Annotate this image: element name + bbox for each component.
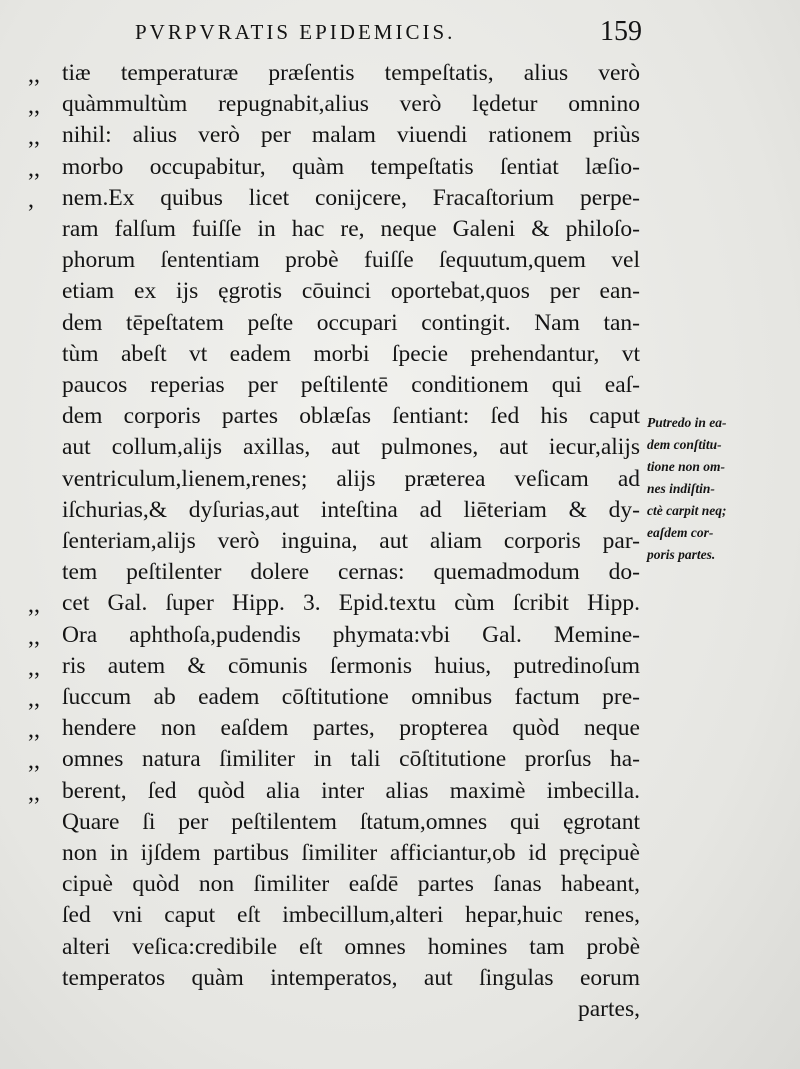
quotation-mark: ,,: [28, 748, 40, 775]
marginal-note-line: nes indiſtin-: [647, 481, 715, 496]
line-text: aut collum,alijs axillas, aut pulmones, aut iecur,alijs: [62, 434, 640, 461]
marginal-note: [647, 412, 767, 566]
line-text: phorum ſententiam probè fuiſſe ſequutum,quem vel: [62, 247, 640, 274]
text-line: [0, 372, 800, 403]
text-line: [0, 154, 800, 185]
quotation-mark: ,,: [28, 62, 40, 88]
line-text: dem tēpeſtatem peſte occupari contingit. Nam tan-: [62, 309, 640, 336]
marginal-note-line: poris partes.: [647, 547, 716, 562]
line-text: Quare ſi per peſtilentem ſtatum,omnes qui ęgrotant: [62, 808, 640, 835]
line-text: non in ijſdem partibus ſimiliter afficiantur,ob id pręcipuè: [62, 840, 640, 866]
line-text: quàmmultùm repugnabit,alius verò lędetur omnino: [62, 91, 640, 118]
line-text: ſenteriam,alijs verò inguina, aut aliam corporis par-: [62, 528, 640, 554]
quotation-mark: ,,: [28, 592, 40, 619]
line-text: dem corporis partes oblæſas ſentiant: ſed his caput: [62, 403, 640, 430]
line-text: ram falſum fuiſſe in hac re, neque Galeni & philoſo-: [62, 216, 640, 242]
text-line: [0, 60, 800, 91]
quotation-mark: ,,: [28, 124, 40, 151]
line-text: ſuccum ab eadem cōſtitutione omnibus factum pre-: [62, 684, 640, 710]
line-text: hendere non eaſdem partes, propterea quòd neque: [62, 715, 640, 742]
line-text: omnes natura ſimiliter in tali cōſtitutione prorſus ha-: [62, 746, 640, 773]
quotation-mark: ,,: [28, 623, 40, 650]
text-line: [0, 310, 800, 341]
line-text: ſed vni caput eſt imbecillum,alteri hepar,huic renes,: [62, 902, 640, 929]
quotation-mark: ,,: [28, 717, 40, 744]
text-line: [0, 653, 800, 684]
text-line: [0, 590, 800, 621]
line-text: tem peſtilenter dolere cernas: quemadmodum do-: [62, 559, 640, 586]
page-number: 159: [600, 16, 642, 47]
text-line: [0, 871, 800, 902]
text-line: [0, 809, 800, 840]
line-text: iſchurias,& dyſurias,aut inteſtina ad liēteriam & dy-: [62, 496, 640, 523]
line-text: ris autem & cōmunis ſermonis huius, putredinoſum: [62, 652, 640, 679]
text-line: [0, 902, 800, 933]
quotation-mark: ,,: [28, 686, 40, 712]
marginal-note-line: dem conſtitu-: [647, 437, 722, 452]
text-line: [0, 684, 800, 715]
quotation-mark: ,,: [28, 93, 40, 120]
marginal-note-line: tione non om-: [647, 459, 726, 474]
marginal-note-line: eaſdem cor-: [647, 525, 714, 540]
line-text: berent, ſed quòd alia inter alias maximè imbecilla.: [62, 777, 640, 804]
text-line: [0, 216, 800, 247]
text-line: [0, 247, 800, 278]
quotation-mark: ,: [28, 186, 34, 213]
line-text: ventriculum,lienem,renes; alijs præterea veſicam ad: [62, 465, 640, 492]
text-line: [0, 965, 800, 996]
text-line: [0, 185, 800, 216]
marginal-note-line: ctè carpit neq;: [647, 503, 727, 518]
text-line: [0, 341, 800, 372]
quotation-mark: ,,: [28, 779, 40, 806]
text-line: [0, 840, 800, 871]
line-text: nem.Ex quibus licet conijcere, Fracaſtorium perpe-: [62, 184, 640, 211]
line-text: etiam ex ijs ęgrotis cōuinci oportebat,quos per ean-: [62, 278, 640, 305]
line-text: tùm abeſt vt eadem morbi ſpecie prehendantur, vt: [62, 340, 640, 367]
text-line: [0, 996, 800, 1027]
marginal-note-line: Putredo in ea-: [647, 415, 727, 430]
line-text: Ora aphthoſa,pudendis phymata:vbi Gal. Memine-: [62, 621, 640, 648]
line-text: alteri veſica:credibile eſt omnes homines tam probè: [62, 933, 640, 960]
line-text: cet Gal. ſuper Hipp. 3. Epid.textu cùm ſcribit Hipp.: [62, 590, 640, 617]
text-line: [0, 934, 800, 965]
text-line: [0, 278, 800, 309]
text-line: [0, 715, 800, 746]
line-text: paucos reperias per peſtilentē conditionem qui eaſ-: [62, 372, 640, 398]
line-text: temperatos quàm intemperatos, aut ſingulas eorum: [62, 964, 640, 991]
quotation-mark: ,,: [28, 654, 40, 681]
line-text: morbo occupabitur, quàm tempeſtatis ſentiat læſio-: [62, 153, 640, 180]
line-text: tiæ temperaturæ præſentis tempeſtatis, alius verò: [62, 60, 640, 86]
text-line: [0, 622, 800, 653]
text-line: [0, 746, 800, 777]
line-text: cipuè quòd non ſimiliter eaſdē partes ſanas habeant,: [62, 871, 640, 898]
text-line: [0, 778, 800, 809]
text-line: [0, 122, 800, 153]
quotation-mark: ,,: [28, 155, 40, 182]
line-text: partes,: [578, 996, 640, 1022]
line-text: nihil: alius verò per malam viuendi rationem priùs: [62, 122, 640, 149]
running-head: PVRPVRATIS EPIDEMICIS.: [135, 20, 456, 44]
text-line: [0, 91, 800, 122]
